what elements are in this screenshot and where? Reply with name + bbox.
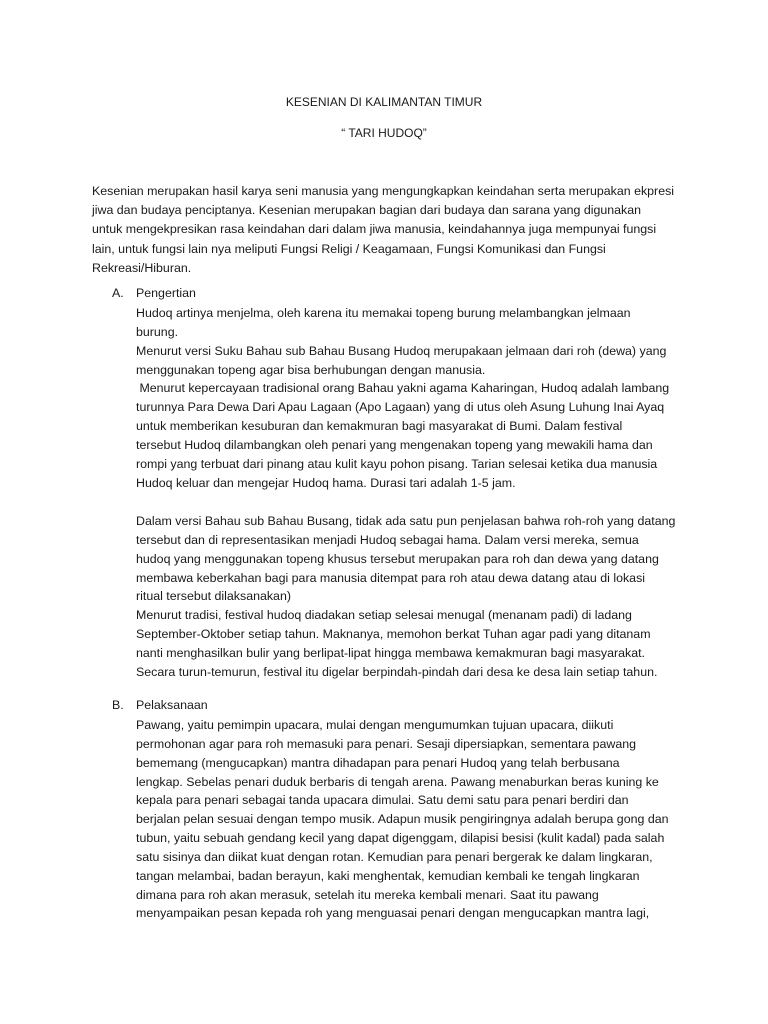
section-b-body <box>136 716 696 923</box>
intro-line: jiwa dan budaya penciptanya. Kesenian merupakan bagian dari budaya dan sarana yang digunakan <box>92 203 642 218</box>
body-line: rompi yang terbuat dari pinang atau kulit kayu pohon pisang. Tarian selesai ketika dua manusia <box>136 456 658 471</box>
intro-line: lain, untuk fungsi lain nya meliputi Fungsi Religi / Keagamaan, Fungsi Komunikasi dan Fungsi <box>92 241 606 256</box>
body-line: satu sisinya dan diikat kuat dengan rotan. Kemudian para penari bergerak ke dalam lingkaran, <box>136 849 653 864</box>
body-line: turunnya Para Dewa Dari Apau Lagaan (Apo Lagaan) yang di utus oleh Asung Luhung Inai Ayaq <box>136 400 665 415</box>
intro-line: Kesenian merupakan hasil karya seni manusia yang mengungkapkan keindahan serta merupakan ekpresi <box>92 184 675 198</box>
section-b-title: Pelaksanaan <box>136 698 208 712</box>
body-line: bememang (mengucapkan) mantra dihadapan para penari Hudoq yang telah berbusana <box>136 755 620 770</box>
section-b-heading <box>112 698 208 712</box>
document-title: KESENIAN DI KALIMANTAN TIMUR <box>285 95 483 109</box>
body-line: kepala para penari sebagai tanda upacara dimulai. Satu demi satu para penari berdiri dan <box>136 793 629 808</box>
intro-line: Rekreasi/Hiburan. <box>92 260 192 275</box>
body-line: Menurut versi Suku Bahau sub Bahau Busang Hudoq merupakaan jelmaan dari roh (dewa) yang <box>136 343 667 358</box>
body-line: nanti menghasilkan bulir yang berlipat-lipat hingga membawa kemakmuran bagi masyarakat. <box>136 645 645 660</box>
section-b-letter: B. <box>112 698 124 712</box>
body-line: membawa keberkahan bagi para manusia ditempat para roh atau dewa datang atau di lokasi <box>136 570 646 585</box>
body-line: ritual tersebut dilaksanakan) <box>136 589 291 604</box>
body-line: dimana para roh akan merasuk, setelah itu mereka kembali menari. Saat itu pawang <box>136 887 599 902</box>
body-line: tubun, yaitu sebuah gendang kecil yang dapat digenggam, dilapisi besisi (kulit kadal) pada salah <box>136 831 665 846</box>
section-a-title: Pengertian <box>136 286 196 300</box>
section-a-body-1 <box>136 304 696 492</box>
body-line: permohonan agar para roh memasuki para penari. Sesaji dipersiapkan, sementara pawang <box>136 736 637 751</box>
body-line: Dalam versi Bahau sub Bahau Busang, tidak ada satu pun penjelasan bahwa roh-roh yang datang <box>136 514 676 528</box>
section-a-body-2 <box>136 512 696 682</box>
body-line: Menurut tradisi, festival hudoq diadakan setiap selesai menugal (menanam padi) di ladang <box>136 608 632 623</box>
body-line: Hudoq keluar dan mengejar Hudoq hama. Durasi tari adalah 1-5 jam. <box>136 475 516 490</box>
body-line: tangan melambai, badan berayun, kaki menghentak, kemudian kembali ke tengah lingkaran <box>136 868 640 883</box>
section-a-letter: A. <box>112 286 124 300</box>
body-line: menyampaikan pesan kepada roh yang menguasai penari dengan mengucapkan mantra lagi, <box>136 906 650 921</box>
body-line: tersebut Hudoq dilambangkan oleh penari yang mengenakan topeng yang mewakili hama dan <box>136 437 653 452</box>
body-line: Secara turun-temurun, festival itu digelar berpindah-pindah dari desa ke desa lain setiap tahun. <box>136 664 658 679</box>
intro-paragraph <box>92 182 692 278</box>
body-line: tersebut dan di representasikan menjadi Hudoq sebagai hama. Dalam versi mereka, semua <box>136 532 639 547</box>
intro-line: untuk mengekpresikan rasa keindahan dari dalam jiwa manusia, keindahannya juga mempunyai fungsi <box>92 222 657 237</box>
body-line: menggunakan topeng agar bisa berhubungan dengan manusia. <box>136 362 486 377</box>
document-subtitle: “ TARI HUDOQ” <box>341 126 427 140</box>
body-line: hudoq yang menggunakan topeng khusus tersebut merupakan para roh dan dewa yang datang <box>136 551 659 566</box>
body-line: berjalan pelan sesuai dengan tempo musik. Adapun musik pengiringnya adalah berupa gong dan <box>136 812 669 827</box>
body-line: Menurut kepercayaan tradisional orang Bahau yakni agama Kaharingan, Hudoq adalah lambang <box>136 381 670 396</box>
body-line: untuk memberikan kesuburan dan kemakmuran bagi masyarakat di Bumi. Dalam festival <box>136 419 623 434</box>
body-line: lengkap. Sebelas penari duduk berbaris di tengah arena. Pawang menaburkan beras kuning ke <box>136 774 659 789</box>
body-line: September-Oktober setiap tahun. Maknanya, memohon berkat Tuhan agar padi yang ditanam <box>136 627 651 642</box>
body-line: Hudoq artinya menjelma, oleh karena itu memakai topeng burung melambangkan jelmaan <box>136 306 631 320</box>
section-a-heading <box>112 286 196 300</box>
body-line: Pawang, yaitu pemimpin upacara, mulai dengan mengumumkan tujuan upacara, diikuti <box>136 718 614 732</box>
body-line: burung. <box>136 324 179 339</box>
